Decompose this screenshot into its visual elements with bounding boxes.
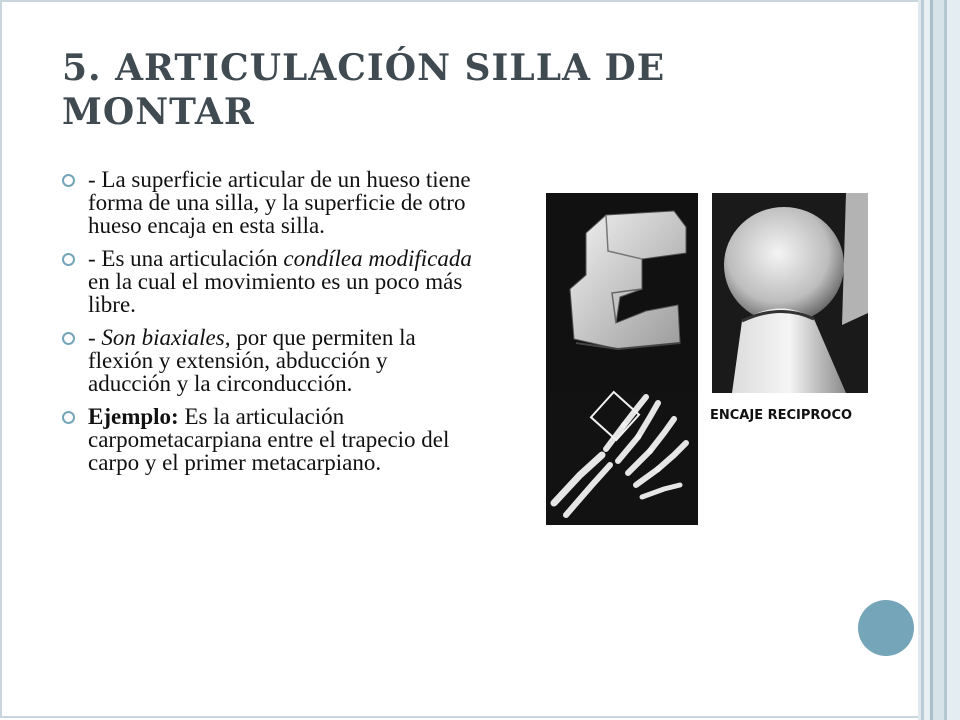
bullet-text: por que permiten la flexión y extensión, abducción y aducción y la circonducción. (88, 325, 416, 396)
bullet-text: - (88, 325, 102, 350)
slide-title: 5. ARTICULACIÓN SILLA DE MONTAR (62, 47, 666, 133)
bullet-bold-text: Ejemplo: (88, 404, 179, 429)
bullet-italic-text: condílea modificada (283, 246, 472, 271)
bullet-item (62, 405, 472, 474)
circle-bullet-icon (62, 411, 75, 424)
bullet-text: en la cual el movimiento es un poco más libre. (88, 269, 463, 317)
bullet-text: - Es una articulación (88, 246, 284, 271)
bullet-item (62, 326, 472, 395)
decorative-stripes (918, 0, 960, 720)
decorative-circle (858, 600, 914, 656)
figure-caption: ENCAJE RECIPROCO (710, 408, 853, 423)
circle-bullet-icon (62, 253, 75, 266)
figure-illustration (546, 193, 868, 525)
circle-bullet-icon (62, 332, 75, 345)
bullet-list (62, 168, 472, 484)
condyle-bone-shape (724, 207, 844, 323)
bullet-item (62, 247, 472, 316)
bullet-italic-text: Son biaxiales, (101, 325, 231, 350)
bullet-text: - La superficie articular de un hueso tiene forma de una silla, y la superficie de otro hueso encaja en esta silla. (88, 167, 471, 238)
saddle-joint-figure (546, 193, 868, 525)
bullet-text: Es la articulación carpometacarpiana entre el trapecio del carpo y el primer metacarpiano. (88, 404, 450, 475)
circle-bullet-icon (62, 174, 75, 187)
bullet-item (62, 168, 472, 237)
